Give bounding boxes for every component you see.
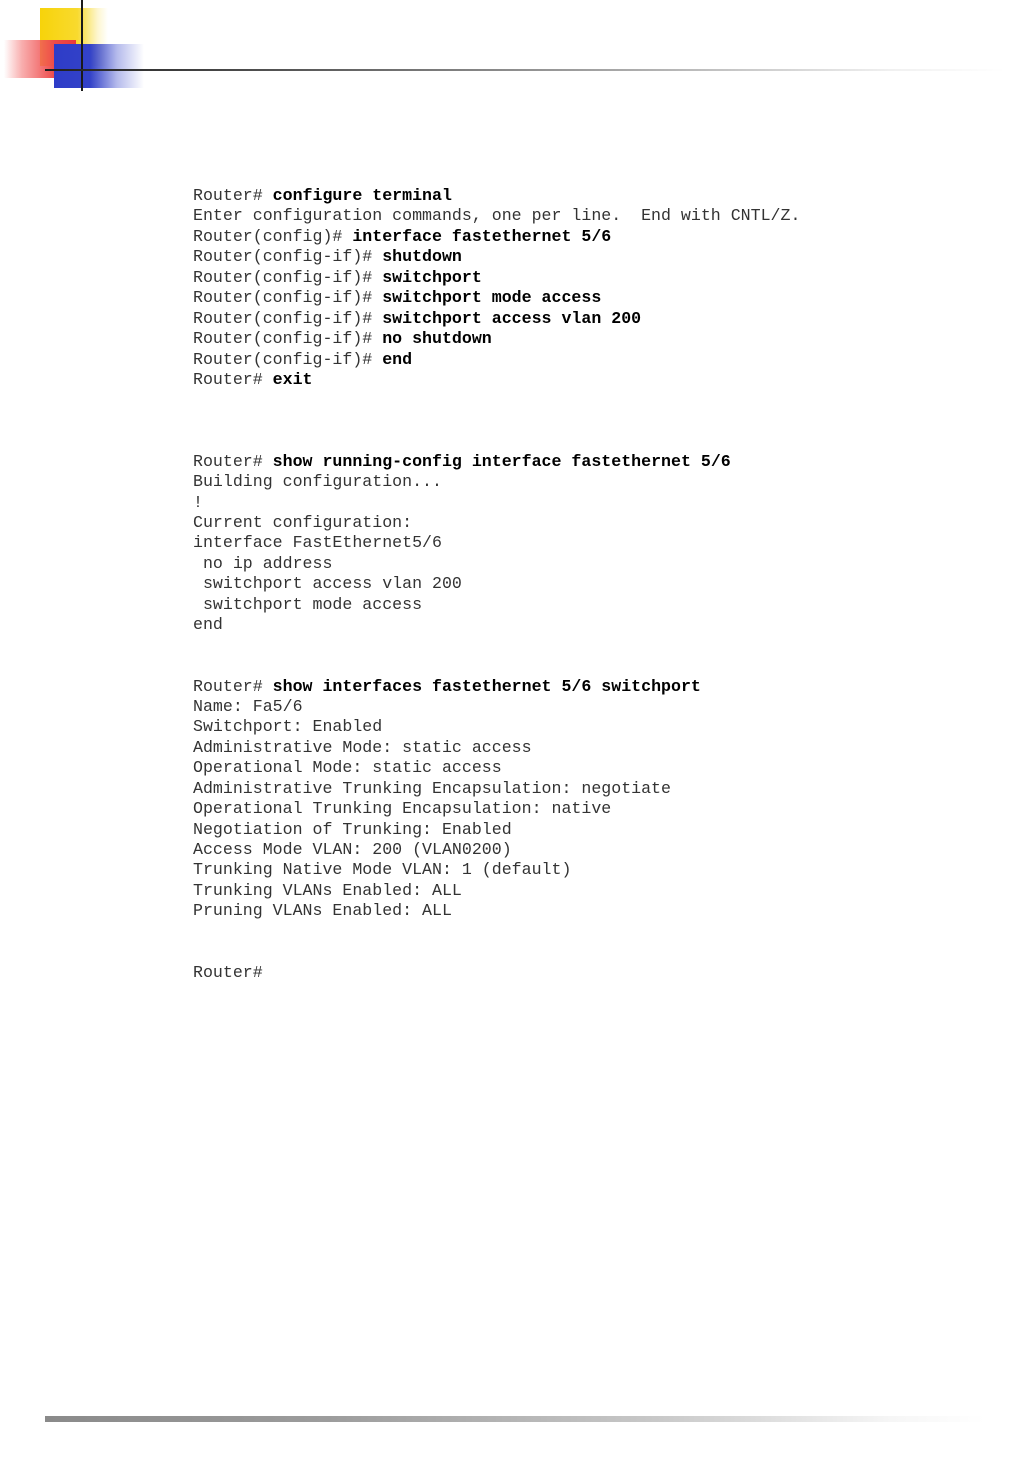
terminal-output-text: Router(config-if)# xyxy=(193,329,383,349)
terminal-line xyxy=(193,840,993,860)
footer-divider xyxy=(45,1416,985,1422)
terminal-output-text: Operational Mode: static access xyxy=(193,758,502,778)
terminal-line xyxy=(193,636,993,656)
logo-vertical-line xyxy=(81,0,83,91)
terminal-output-text: Router(config-if)# xyxy=(193,288,383,308)
terminal-line xyxy=(193,595,993,615)
terminal-output-text: Router(config)# xyxy=(193,226,353,246)
terminal-command-text: end xyxy=(382,349,413,369)
terminal-output-text: switchport mode access xyxy=(193,594,423,614)
terminal-command-text: exit xyxy=(272,369,313,389)
terminal-output-text: interface FastEthernet5/6 xyxy=(193,533,442,553)
terminal-command-text: switchport xyxy=(382,267,482,287)
terminal-output-text: Trunking VLANs Enabled: ALL xyxy=(193,880,462,900)
terminal-output-text: Router(config-if)# xyxy=(193,308,383,328)
terminal-output-text: no ip address xyxy=(193,553,333,573)
terminal-command-text: show running-config interface fastethernet 5/6 xyxy=(272,451,731,471)
terminal-output-text: Pruning VLANs Enabled: ALL xyxy=(193,901,452,921)
terminal-line xyxy=(193,227,993,247)
terminal-command-text: interface fastethernet 5/6 xyxy=(352,226,612,246)
terminal-line xyxy=(193,206,993,226)
terminal-output-text: switchport access vlan 200 xyxy=(193,574,462,594)
terminal-output-text: Operational Trunking Encapsulation: native xyxy=(193,799,612,819)
terminal-output-text: Administrative Trunking Encapsulation: negotiate xyxy=(193,778,671,798)
terminal-line xyxy=(193,370,993,390)
terminal-line xyxy=(193,309,993,329)
terminal-line xyxy=(193,615,993,635)
terminal-output-text: Router(config-if)# xyxy=(193,267,383,287)
terminal-line xyxy=(193,472,993,492)
terminal-line xyxy=(193,574,993,594)
terminal-output-text: Administrative Mode: static access xyxy=(193,737,532,757)
terminal-command-text: no shutdown xyxy=(382,329,492,349)
terminal-line xyxy=(193,186,993,206)
terminal-line xyxy=(193,881,993,901)
terminal-output-text: Router(config-if)# xyxy=(193,247,383,267)
terminal-line xyxy=(193,493,993,513)
terminal-line xyxy=(193,390,993,410)
terminal-output-text: Access Mode VLAN: 200 (VLAN0200) xyxy=(193,840,512,859)
terminal-command-text: shutdown xyxy=(382,247,462,267)
terminal-line xyxy=(193,431,993,451)
terminal-line xyxy=(193,717,993,737)
terminal-line xyxy=(193,288,993,308)
terminal-line xyxy=(193,656,993,676)
terminal-command-text: configure terminal xyxy=(272,186,452,205)
terminal-command-text: show interfaces fastethernet 5/6 switchport xyxy=(272,676,701,696)
terminal-line xyxy=(193,533,993,553)
terminal-line xyxy=(193,820,993,840)
terminal-line xyxy=(193,758,993,778)
terminal-output-text: Router# xyxy=(193,962,263,982)
terminal-line xyxy=(193,677,993,697)
terminal-command-text: switchport access vlan 200 xyxy=(382,308,642,328)
terminal-line xyxy=(193,963,993,983)
terminal-output-text: Router# xyxy=(193,186,273,205)
terminal-transcript xyxy=(193,186,993,983)
terminal-command-text: switchport mode access xyxy=(382,288,602,308)
terminal-line xyxy=(193,779,993,799)
terminal-output-text: Enter configuration commands, one per line. End with CNTL/Z. xyxy=(193,206,801,226)
terminal-line xyxy=(193,411,993,431)
terminal-output-text: Router# xyxy=(193,369,273,389)
terminal-output-text: Switchport: Enabled xyxy=(193,717,383,737)
terminal-output-text: ! xyxy=(193,492,203,512)
terminal-line xyxy=(193,738,993,758)
terminal-line xyxy=(193,350,993,370)
terminal-output-text: end xyxy=(193,615,223,635)
terminal-line xyxy=(193,697,993,717)
terminal-output-text: Negotiation of Trunking: Enabled xyxy=(193,819,512,839)
terminal-output-text: Trunking Native Mode VLAN: 1 (default) xyxy=(193,860,572,880)
terminal-line xyxy=(193,554,993,574)
terminal-line xyxy=(193,513,993,533)
terminal-output-text: Name: Fa5/6 xyxy=(193,696,303,716)
terminal-output-text: Router# xyxy=(193,451,273,471)
terminal-line xyxy=(193,799,993,819)
terminal-output-text: Router# xyxy=(193,676,273,696)
terminal-line xyxy=(193,452,993,472)
terminal-output-text: Router(config-if)# xyxy=(193,349,383,369)
terminal-line xyxy=(193,247,993,267)
terminal-output-text: Current configuration: xyxy=(193,513,413,532)
terminal-output-text: Building configuration... xyxy=(193,472,442,492)
header-divider xyxy=(45,69,1005,71)
terminal-line xyxy=(193,922,993,942)
terminal-line xyxy=(193,942,993,962)
terminal-line xyxy=(193,901,993,921)
terminal-line xyxy=(193,329,993,349)
terminal-line xyxy=(193,860,993,880)
terminal-line xyxy=(193,268,993,288)
logo-blue-square xyxy=(54,44,144,88)
